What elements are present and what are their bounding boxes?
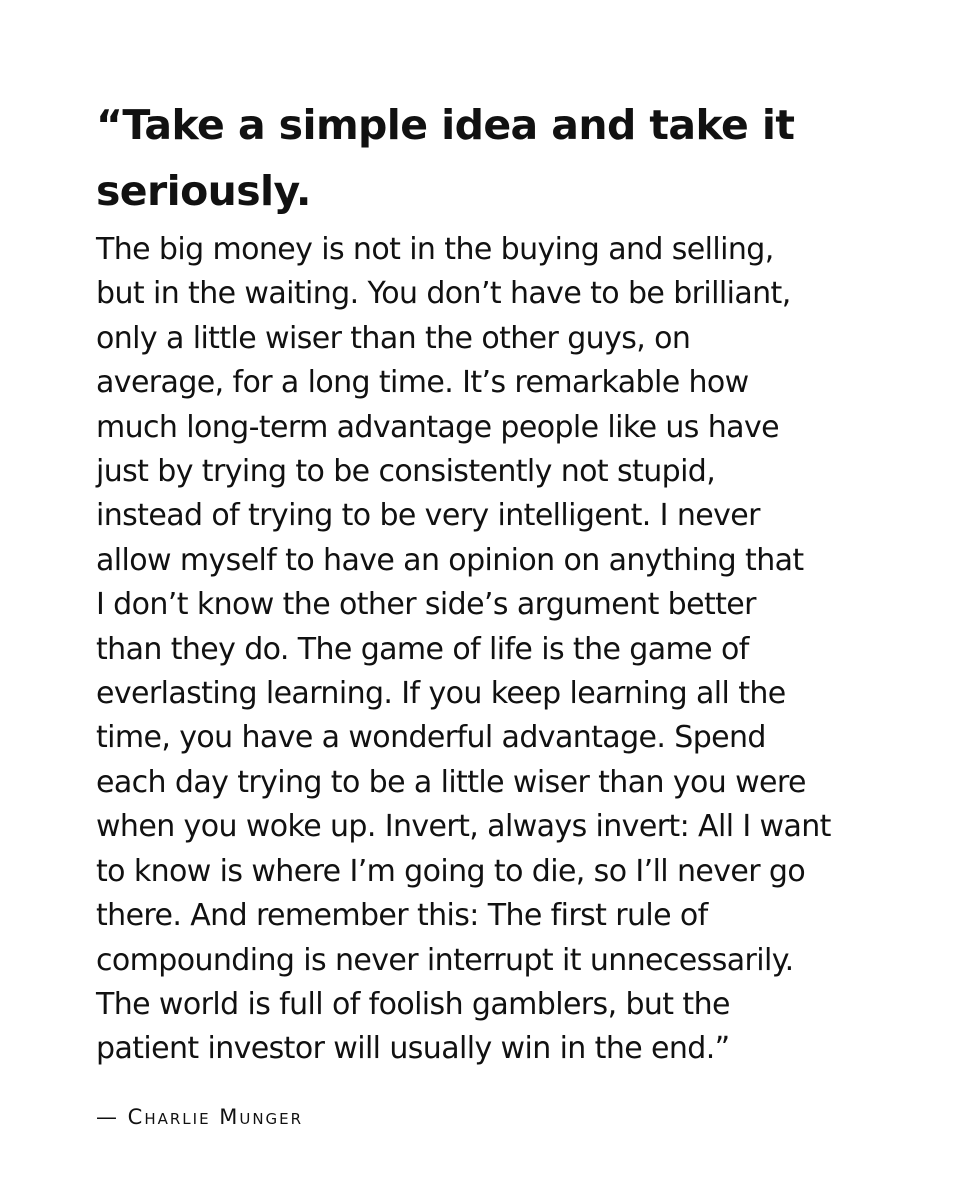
body-line: each day trying to be a little wiser than you were (96, 764, 806, 800)
body-line: there. And remember this: The first rule of (96, 898, 708, 934)
body-line: everlasting learning. If you keep learning all the (96, 676, 786, 712)
quote-body (96, 228, 876, 1072)
body-line: instead of trying to be very intelligent. I never (96, 498, 760, 534)
body-line: allow myself to have an opinion on anything that (96, 542, 804, 578)
body-line: to know is where I’m going to die, so I’ll never go (96, 853, 806, 889)
body-line: patient investor will usually win in the end.” (96, 1031, 730, 1067)
body-line: just by trying to be consistently not stupid, (96, 454, 716, 490)
body-line: than they do. The game of life is the game of (96, 631, 749, 667)
body-line: compounding is never interrupt it unnecessarily. (96, 942, 794, 978)
body-line: The world is full of foolish gamblers, but the (96, 986, 730, 1022)
quote-attribution: — Charlie Munger (96, 1105, 304, 1129)
body-line: average, for a long time. It’s remarkable how (96, 365, 749, 401)
headline-line: “Take a simple idea and take it (96, 101, 795, 149)
body-line: time, you have a wonderful advantage. Spend (96, 720, 766, 756)
headline-line: seriously. (96, 167, 311, 215)
body-line: much long-term advantage people like us have (96, 409, 779, 445)
quote-card (96, 92, 876, 1072)
body-line: but in the waiting. You don’t have to be brilliant, (96, 276, 791, 312)
body-line: when you woke up. Invert, always invert: All I want (96, 809, 831, 845)
body-line: The big money is not in the buying and selling, (96, 232, 774, 267)
quote-headline (96, 92, 876, 224)
body-line: I don’t know the other side’s argument better (96, 587, 756, 623)
body-line: only a little wiser than the other guys, on (96, 320, 691, 356)
